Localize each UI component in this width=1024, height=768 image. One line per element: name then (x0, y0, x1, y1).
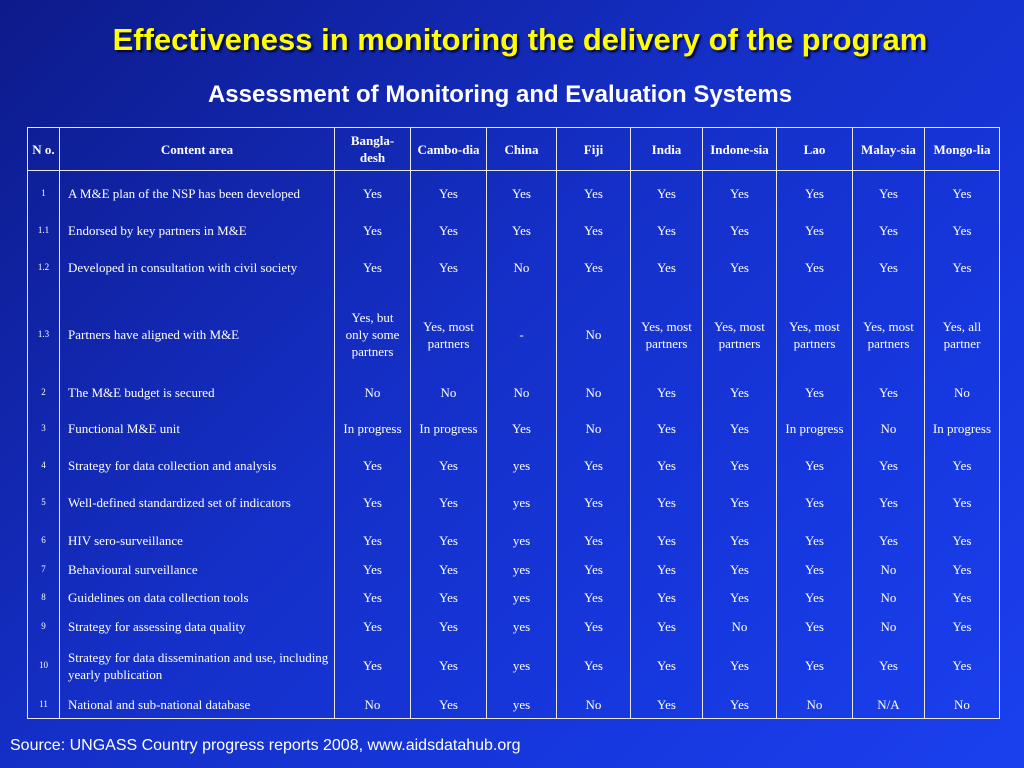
table-row (28, 583, 1000, 613)
country-value-cell: Yes (557, 613, 631, 641)
content-area-cell: The M&E budget is secured (60, 379, 335, 407)
country-value-cell: Yes (631, 451, 703, 481)
country-value-cell: In progress (777, 407, 853, 451)
country-value-cell: Yes (703, 481, 777, 525)
country-value-cell: No (925, 379, 1000, 407)
table-row (28, 171, 1000, 217)
country-value-cell: Yes (411, 583, 487, 613)
country-value-cell: Yes (631, 583, 703, 613)
country-value-cell: Yes (557, 451, 631, 481)
country-value-cell: yes (487, 557, 557, 583)
country-value-cell: Yes (631, 481, 703, 525)
country-value-cell: Yes (557, 245, 631, 291)
row-number: 5 (28, 481, 60, 525)
country-value-cell: Yes (335, 217, 411, 245)
country-value-cell: - (487, 291, 557, 379)
country-value-cell: Yes, most partners (631, 291, 703, 379)
column-header-cambodia: Cambo-dia (411, 128, 487, 171)
country-value-cell: No (853, 557, 925, 583)
table-row (28, 217, 1000, 245)
country-value-cell: yes (487, 525, 557, 557)
country-value-cell: Yes (487, 171, 557, 217)
country-value-cell: Yes (557, 557, 631, 583)
country-value-cell: Yes (777, 217, 853, 245)
country-value-cell: Yes (411, 557, 487, 583)
content-area-cell: Endorsed by key partners in M&E (60, 217, 335, 245)
country-value-cell: Yes (631, 245, 703, 291)
country-value-cell: In progress (335, 407, 411, 451)
country-value-cell: Yes (925, 525, 1000, 557)
column-header-no: N o. (28, 128, 60, 171)
country-value-cell: Yes (703, 379, 777, 407)
table-row (28, 291, 1000, 379)
country-value-cell: Yes (703, 451, 777, 481)
country-value-cell: Yes (411, 525, 487, 557)
country-value-cell: Yes (411, 171, 487, 217)
country-value-cell: Yes (777, 171, 853, 217)
country-value-cell: No (853, 407, 925, 451)
country-value-cell: yes (487, 691, 557, 719)
country-value-cell: Yes, all partner (925, 291, 1000, 379)
country-value-cell: Yes (335, 171, 411, 217)
country-value-cell: Yes (925, 245, 1000, 291)
country-value-cell: Yes (335, 613, 411, 641)
country-value-cell: Yes (411, 641, 487, 691)
content-area-cell: Developed in consultation with civil society (60, 245, 335, 291)
country-value-cell: Yes (631, 171, 703, 217)
country-value-cell: Yes (631, 217, 703, 245)
country-value-cell: Yes (853, 245, 925, 291)
country-value-cell: Yes (411, 481, 487, 525)
country-value-cell: Yes (487, 407, 557, 451)
country-value-cell: Yes (777, 451, 853, 481)
table-header-row (28, 128, 1000, 171)
country-value-cell: Yes (335, 481, 411, 525)
country-value-cell: Yes (777, 379, 853, 407)
table-row (28, 557, 1000, 583)
country-value-cell: Yes (411, 613, 487, 641)
row-number: 10 (28, 641, 60, 691)
slide-subtitle: Assessment of Monitoring and Evaluation Systems (207, 81, 793, 108)
country-value-cell: Yes (777, 583, 853, 613)
column-header-content-area: Content area (60, 128, 335, 171)
column-header-mongolia: Mongo-lia (925, 128, 1000, 171)
row-number: 1.2 (28, 245, 60, 291)
content-area-cell: Partners have aligned with M&E (60, 291, 335, 379)
country-value-cell: No (557, 407, 631, 451)
table-row (28, 641, 1000, 691)
country-value-cell: Yes, most partners (703, 291, 777, 379)
content-area-cell: A M&E plan of the NSP has been developed (60, 171, 335, 217)
country-value-cell: No (411, 379, 487, 407)
row-number: 1.3 (28, 291, 60, 379)
country-value-cell: N/A (853, 691, 925, 719)
table-row (28, 691, 1000, 719)
row-number: 4 (28, 451, 60, 481)
content-area-cell: National and sub-national database (60, 691, 335, 719)
country-value-cell: In progress (411, 407, 487, 451)
country-value-cell: Yes (631, 525, 703, 557)
country-value-cell: Yes (703, 217, 777, 245)
country-value-cell: No (487, 379, 557, 407)
country-value-cell: Yes (557, 525, 631, 557)
country-value-cell: Yes (853, 525, 925, 557)
country-value-cell: Yes (487, 217, 557, 245)
country-value-cell: Yes (853, 379, 925, 407)
country-value-cell: Yes (777, 613, 853, 641)
country-value-cell: Yes (631, 379, 703, 407)
country-value-cell: Yes (853, 217, 925, 245)
country-value-cell: Yes (557, 171, 631, 217)
country-value-cell: Yes (853, 451, 925, 481)
country-value-cell: Yes (853, 171, 925, 217)
country-value-cell: Yes (703, 583, 777, 613)
table-row (28, 379, 1000, 407)
row-number: 6 (28, 525, 60, 557)
country-value-cell: No (557, 379, 631, 407)
table-row (28, 407, 1000, 451)
country-value-cell: Yes (777, 557, 853, 583)
country-value-cell: Yes (925, 583, 1000, 613)
table-row (28, 481, 1000, 525)
column-header-bangladesh: Bangla-desh (335, 128, 411, 171)
country-value-cell: Yes (557, 217, 631, 245)
content-area-cell: Strategy for data dissemination and use, including yearly publication (60, 641, 335, 691)
content-area-cell: Strategy for data collection and analysis (60, 451, 335, 481)
country-value-cell: Yes (777, 481, 853, 525)
table-row (28, 525, 1000, 557)
country-value-cell: Yes (335, 641, 411, 691)
country-value-cell: Yes (777, 245, 853, 291)
country-value-cell: Yes (335, 525, 411, 557)
slide-title: Effectiveness in monitoring the delivery of the program (112, 22, 928, 57)
country-value-cell: Yes (631, 641, 703, 691)
country-value-cell: yes (487, 481, 557, 525)
country-value-cell: yes (487, 451, 557, 481)
country-value-cell: Yes, most partners (853, 291, 925, 379)
column-header-china: China (487, 128, 557, 171)
country-value-cell: No (557, 291, 631, 379)
country-value-cell: Yes (703, 171, 777, 217)
country-value-cell: No (335, 691, 411, 719)
column-header-india: India (631, 128, 703, 171)
country-value-cell: Yes (335, 245, 411, 291)
content-area-cell: Well-defined standardized set of indicators (60, 481, 335, 525)
country-value-cell: Yes (925, 481, 1000, 525)
country-value-cell: Yes (777, 525, 853, 557)
country-value-cell: Yes (703, 557, 777, 583)
country-value-cell: Yes (703, 245, 777, 291)
country-value-cell: Yes (631, 407, 703, 451)
country-value-cell: Yes (411, 245, 487, 291)
country-value-cell: Yes (557, 641, 631, 691)
country-value-cell: No (777, 691, 853, 719)
content-area-cell: Functional M&E unit (60, 407, 335, 451)
column-header-lao: Lao (777, 128, 853, 171)
column-header-indonesia: Indone-sia (703, 128, 777, 171)
table-row (28, 245, 1000, 291)
row-number: 7 (28, 557, 60, 583)
country-value-cell: Yes (335, 583, 411, 613)
country-value-cell: Yes, but only some partners (335, 291, 411, 379)
column-header-malaysia: Malay-sia (853, 128, 925, 171)
country-value-cell: Yes (335, 557, 411, 583)
country-value-cell: Yes, most partners (777, 291, 853, 379)
country-value-cell: No (487, 245, 557, 291)
table-row (28, 613, 1000, 641)
country-value-cell: Yes (557, 583, 631, 613)
country-value-cell: No (335, 379, 411, 407)
country-value-cell: Yes (777, 641, 853, 691)
content-area-cell: Guidelines on data collection tools (60, 583, 335, 613)
country-value-cell: No (557, 691, 631, 719)
row-number: 9 (28, 613, 60, 641)
content-area-cell: HIV sero-surveillance (60, 525, 335, 557)
row-number: 2 (28, 379, 60, 407)
country-value-cell: Yes, most partners (411, 291, 487, 379)
row-number: 1.1 (28, 217, 60, 245)
country-value-cell: Yes (631, 557, 703, 583)
country-value-cell: Yes (703, 407, 777, 451)
country-value-cell: Yes (703, 525, 777, 557)
country-value-cell: In progress (925, 407, 1000, 451)
column-header-fiji: Fiji (557, 128, 631, 171)
country-value-cell: Yes (335, 451, 411, 481)
country-value-cell: Yes (557, 481, 631, 525)
country-value-cell: Yes (411, 217, 487, 245)
country-value-cell: No (853, 583, 925, 613)
country-value-cell: Yes (703, 641, 777, 691)
country-value-cell: Yes (925, 217, 1000, 245)
country-value-cell: Yes (925, 641, 1000, 691)
country-value-cell: Yes (703, 691, 777, 719)
country-value-cell: Yes (411, 451, 487, 481)
row-number: 1 (28, 171, 60, 217)
country-value-cell: No (925, 691, 1000, 719)
country-value-cell: No (853, 613, 925, 641)
row-number: 8 (28, 583, 60, 613)
country-value-cell: Yes (925, 557, 1000, 583)
country-value-cell: yes (487, 583, 557, 613)
country-value-cell: Yes (925, 613, 1000, 641)
country-value-cell: yes (487, 613, 557, 641)
row-number: 3 (28, 407, 60, 451)
country-value-cell: Yes (925, 171, 1000, 217)
content-area-cell: Strategy for assessing data quality (60, 613, 335, 641)
country-value-cell: Yes (631, 691, 703, 719)
assessment-table (27, 127, 1000, 719)
source-note: Source: UNGASS Country progress reports 2008, www.aidsdatahub.org (10, 737, 521, 754)
country-value-cell: No (703, 613, 777, 641)
row-number: 11 (28, 691, 60, 719)
table-body (28, 171, 1000, 719)
country-value-cell: Yes (853, 481, 925, 525)
country-value-cell: yes (487, 641, 557, 691)
country-value-cell: Yes (631, 613, 703, 641)
country-value-cell: Yes (925, 451, 1000, 481)
country-value-cell: Yes (853, 641, 925, 691)
table-row (28, 451, 1000, 481)
country-value-cell: Yes (411, 691, 487, 719)
content-area-cell: Behavioural surveillance (60, 557, 335, 583)
